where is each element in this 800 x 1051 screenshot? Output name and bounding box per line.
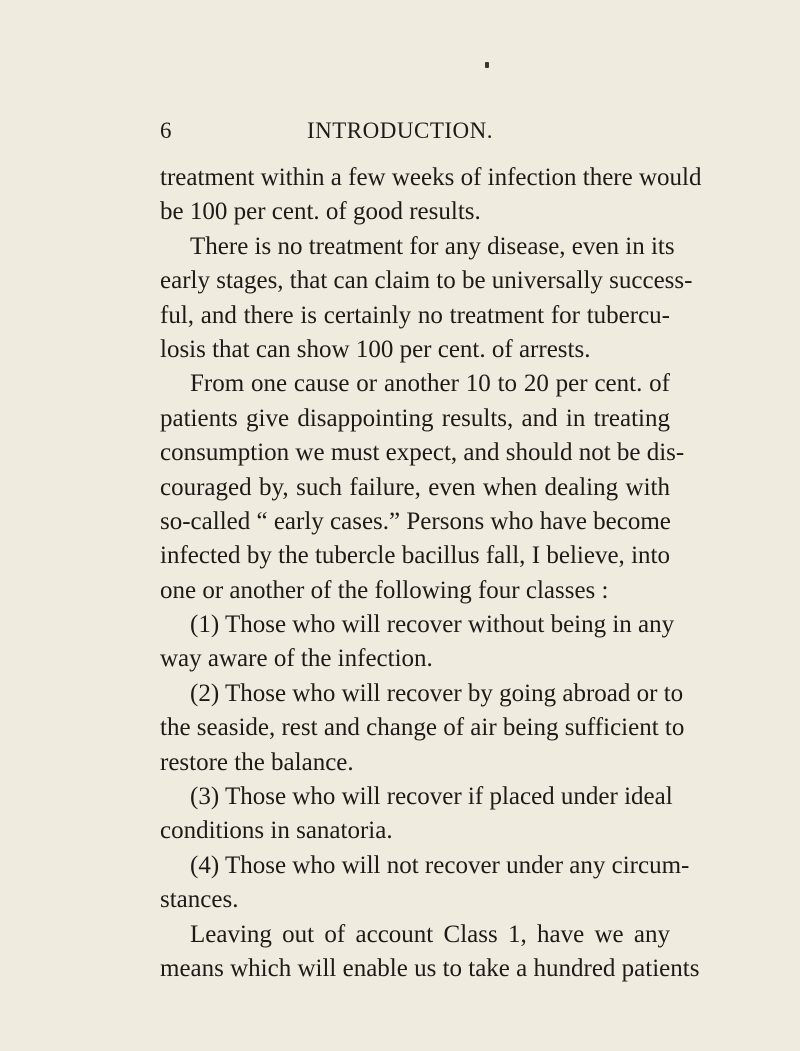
page-number: 6 <box>160 118 172 143</box>
text-line: be 100 per cent. of good results. <box>160 198 481 226</box>
text-line: Leaving out of account Class 1, have we any <box>190 920 670 948</box>
text-line: (4) Those who will not recover under any circum- <box>190 851 690 879</box>
text-line: consumption we must expect, and should not be dis- <box>160 439 685 467</box>
text-line: From one cause or another 10 to 20 per cent. of <box>190 370 670 398</box>
text-line: conditions in sanatoria. <box>160 817 393 845</box>
text-line: patients give disappointing results, and in treating <box>160 404 670 432</box>
text-line: losis that can show 100 per cent. of arrests. <box>160 335 591 363</box>
body-text <box>160 161 702 986</box>
text-line: There is no treatment for any disease, even in its <box>190 232 675 260</box>
text-line: means which will enable us to take a hundred patients <box>160 954 700 982</box>
text-line: infected by the tubercle bacillus fall, I believe, into <box>160 542 670 570</box>
running-head: INTRODUCTION. <box>306 118 493 143</box>
text-line: one or another of the following four classes : <box>160 576 609 604</box>
text-line: treatment within a few weeks of infection there would <box>160 164 702 191</box>
text-line: so-called “ early cases.” Persons who have become <box>160 507 671 535</box>
page-header <box>0 118 800 148</box>
text-line: (2) Those who will recover by going abroad or to <box>190 679 684 707</box>
text-line: (3) Those who will recover if placed under ideal <box>190 783 673 811</box>
text-line: couraged by, such failure, even when dealing with <box>160 473 670 501</box>
text-line: (1) Those who will recover without being in any <box>190 611 675 639</box>
text-line: the seaside, rest and change of air being sufficient to <box>160 714 685 742</box>
text-line: early stages, that can claim to be universally success- <box>160 267 693 295</box>
text-line: ful, and there is certainly no treatment for tubercu- <box>160 301 670 329</box>
text-line: way aware of the infection. <box>160 645 433 673</box>
print-speck <box>485 62 489 68</box>
text-line: stances. <box>160 886 239 914</box>
text-line: restore the balance. <box>160 748 354 776</box>
